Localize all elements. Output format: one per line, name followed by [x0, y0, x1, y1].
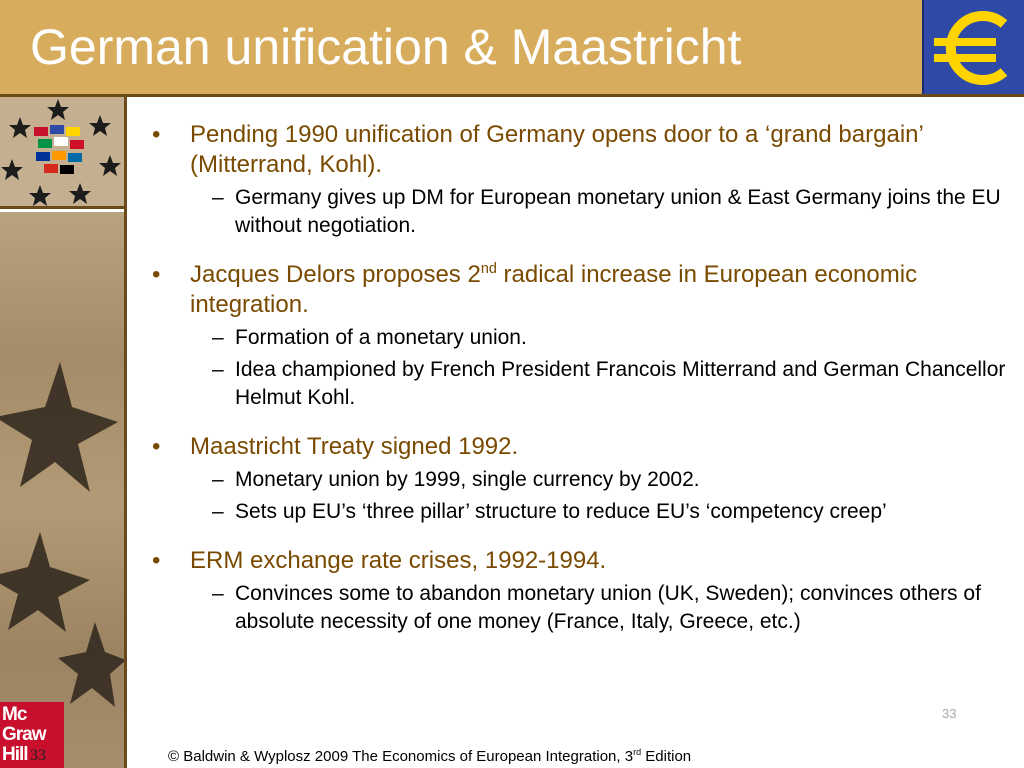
publisher-logo: Mc Graw Hill [0, 702, 64, 768]
sub-bullet-text: Monetary union by 1999, single currency by 2002. [235, 468, 700, 491]
bullet-text-sup: nd [480, 261, 497, 277]
sub-bullet-text: Convinces some to abandon monetary union (UK, Sweden); convinces others of absolute necessity of one money (France, Italy, Greece, etc.) [235, 582, 981, 633]
bullet-text-post: radical increase in European economic integration. [190, 261, 918, 318]
sub-bullet-item [150, 466, 1010, 494]
sub-bullet-text: Idea championed by French President Francois Mitterrand and German Chancellor Helmut Kohl. [235, 358, 1006, 409]
sub-bullet-marker: – [212, 582, 224, 605]
sidebar-decoration [0, 97, 126, 768]
sub-bullet-marker: – [212, 358, 224, 381]
bullet-text-pre: Jacques Delors proposes 2 [190, 261, 481, 288]
title-divider [0, 94, 1024, 97]
sidebar-divider [124, 97, 127, 768]
sub-bullet-item [150, 356, 1010, 412]
bullet-item [150, 546, 1010, 576]
footer-text-post: Edition [641, 748, 692, 765]
bullet-item [150, 432, 1010, 462]
sub-bullet-item [150, 498, 1010, 526]
bullet-text: Pending 1990 unification of Germany opens door to a ‘grand bargain’ (Mitterrand, Kohl). [190, 121, 923, 178]
slide-body [150, 120, 1010, 636]
sub-bullet-marker: – [212, 186, 224, 209]
bullet-item [150, 260, 1010, 320]
sub-bullet-item [150, 580, 1010, 636]
sub-bullet-text: Sets up EU’s ‘three pillar’ structure to reduce EU’s ‘competency creep’ [235, 500, 887, 523]
eu-flags-image [0, 97, 126, 209]
sub-bullet-item [150, 324, 1010, 352]
sub-bullet-text: Formation of a monetary union. [235, 326, 527, 349]
footer-text-sup: rd [633, 747, 642, 757]
sand-stars-image [0, 212, 126, 768]
bullet-marker: • [152, 261, 161, 288]
euro-logo [922, 0, 1024, 96]
page-number: 33 [942, 706, 957, 721]
bullet-text: ERM exchange rate crises, 1992-1994. [190, 547, 607, 574]
bullet-item [150, 120, 1010, 180]
sub-bullet-item [150, 184, 1010, 240]
side-slide-number: 33 [30, 747, 46, 764]
footer-text-pre: © Baldwin & Wyplosz 2009 The Economics of European Integration, 3 [168, 748, 634, 765]
sub-bullet-marker: – [212, 326, 224, 349]
bullet-text: Maastricht Treaty signed 1992. [190, 433, 519, 460]
sub-bullet-marker: – [212, 500, 224, 523]
euro-icon [924, 0, 1024, 96]
bullet-marker: • [152, 433, 161, 460]
sub-bullet-marker: – [212, 468, 224, 491]
bullet-marker: • [152, 121, 161, 148]
bullet-marker: • [152, 547, 161, 574]
title-bar [0, 0, 922, 96]
footer-copyright [168, 748, 691, 765]
slide-title: German unification & Maastricht [30, 19, 742, 75]
sub-bullet-text: Germany gives up DM for European monetary union & East Germany joins the EU without negotiation. [235, 186, 1001, 237]
